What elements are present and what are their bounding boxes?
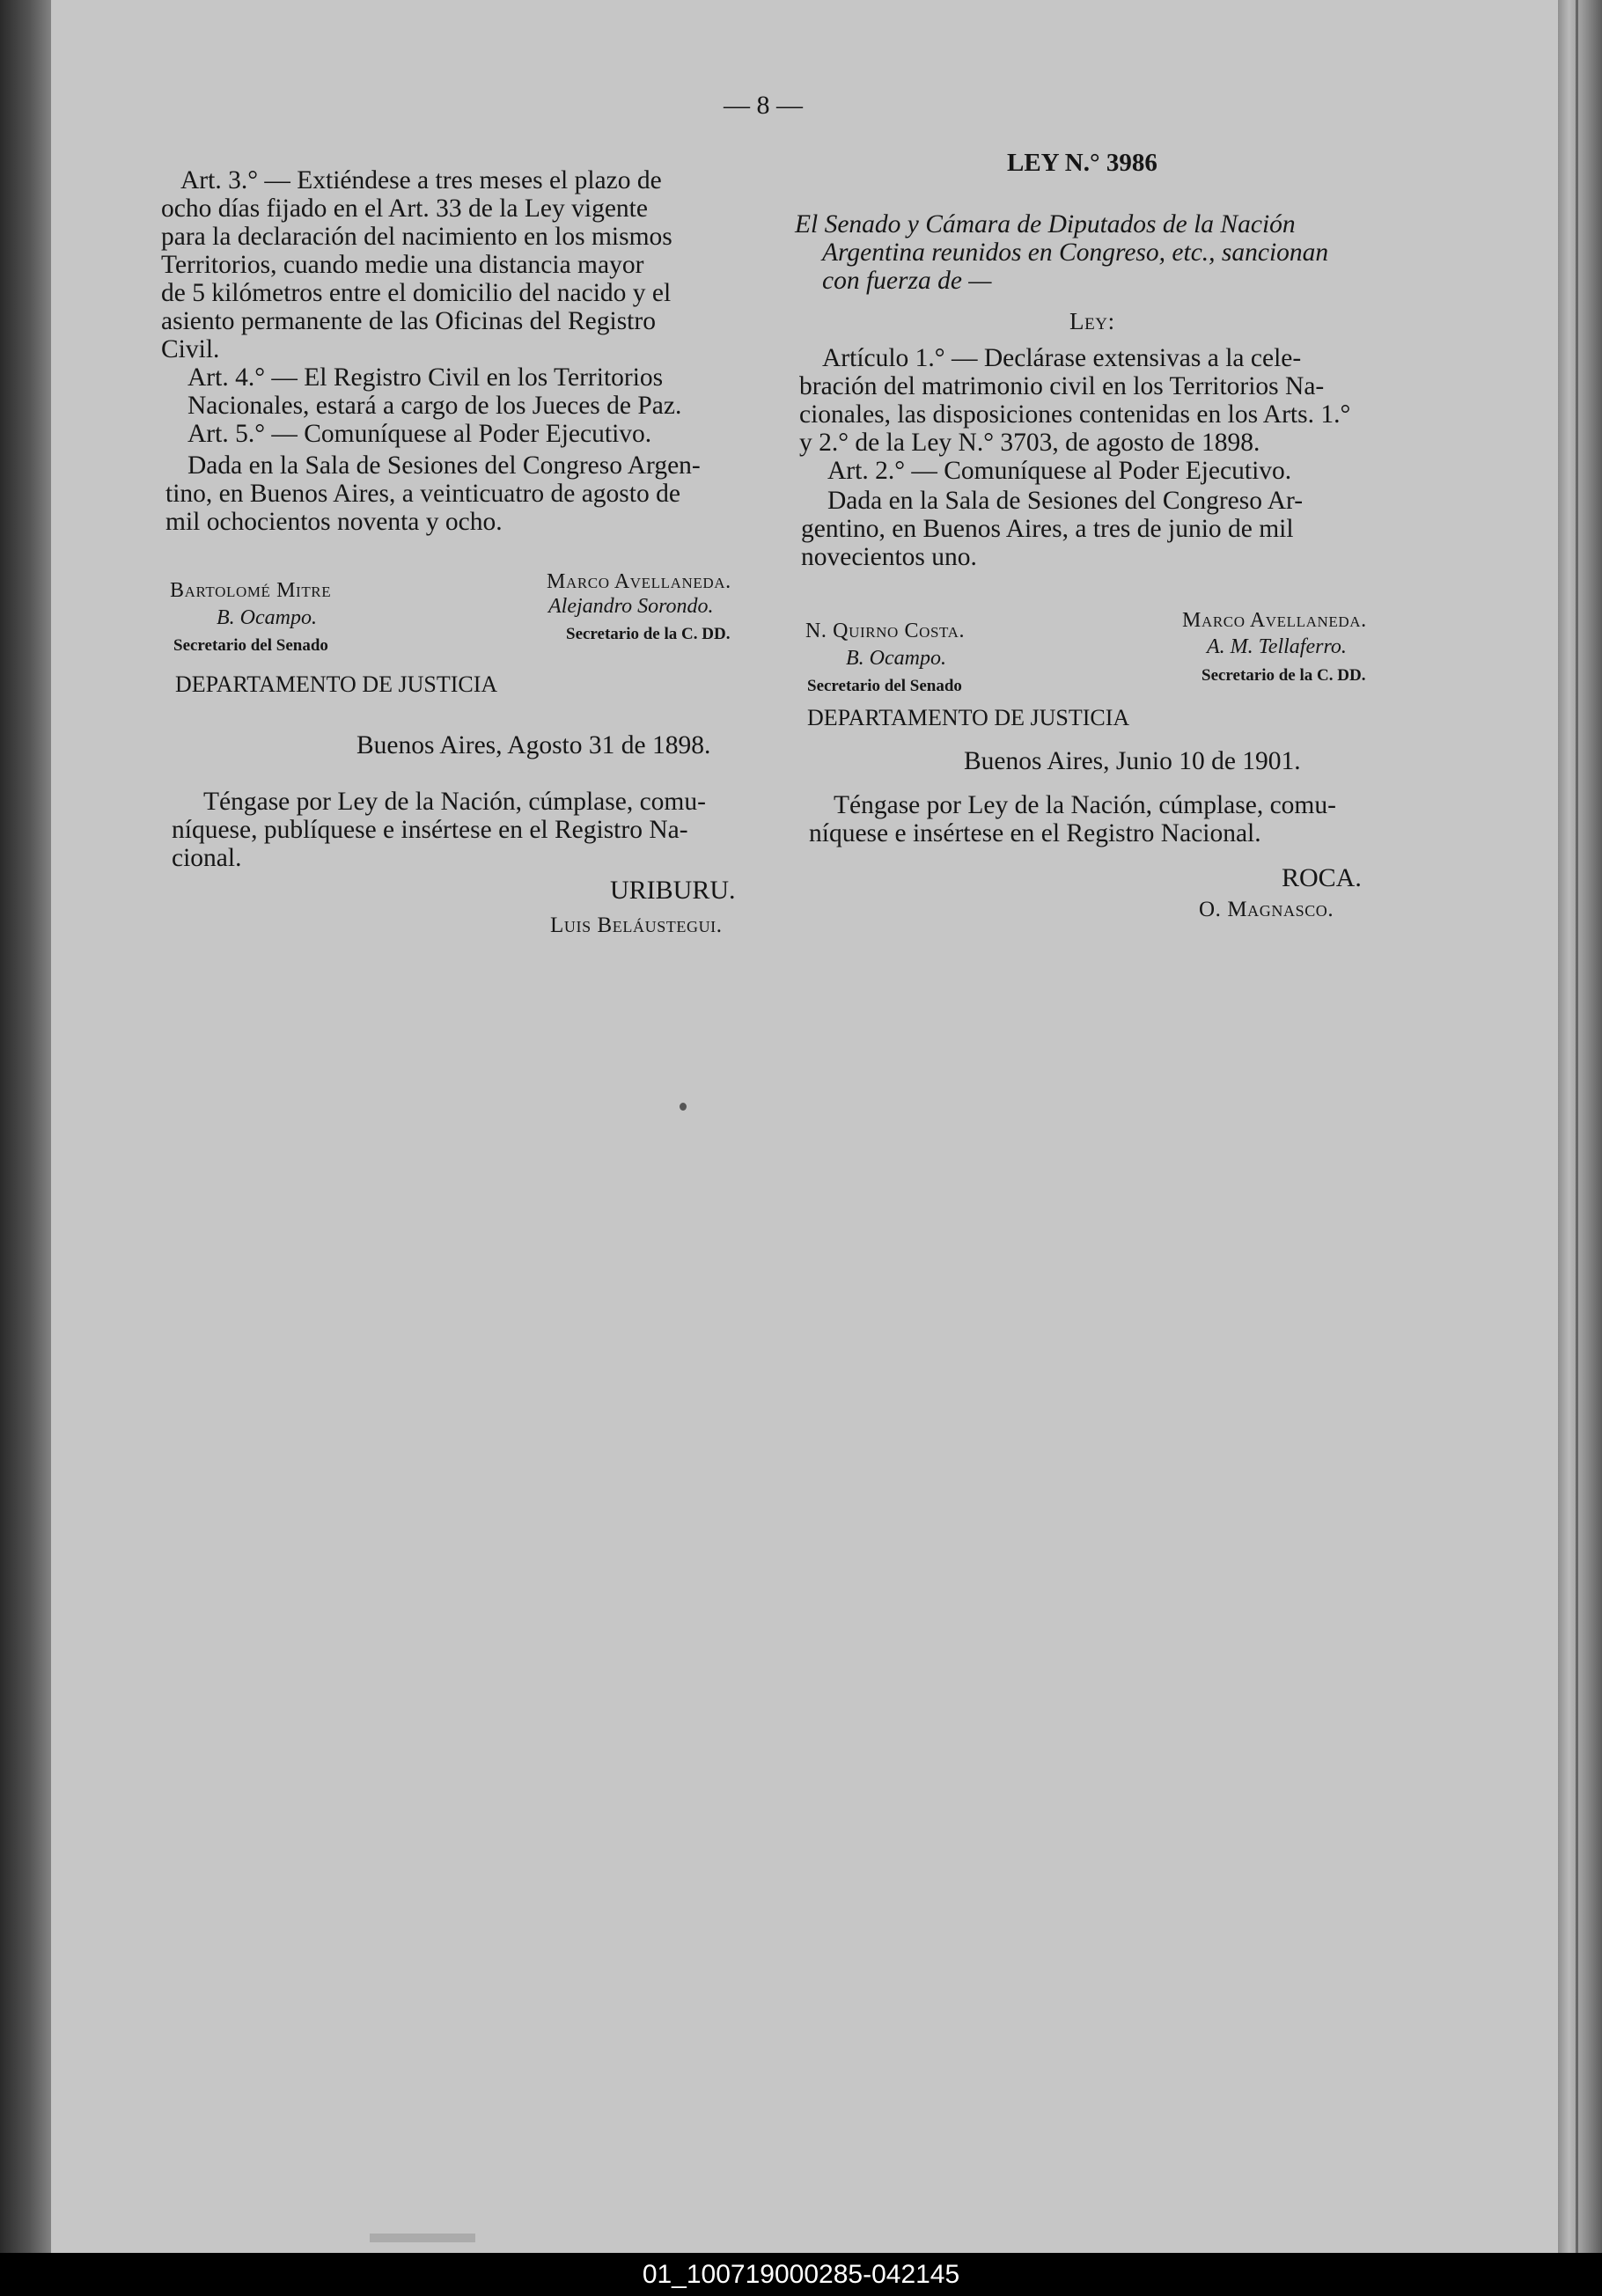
left-signature-role: Secretario del Senado (807, 677, 962, 695)
ink-spot (680, 1103, 687, 1111)
art3-line: de 5 kilómetros entre el domicilio del nacido y el (161, 279, 672, 307)
art4-line: Art. 4.° — El Registro Civil en los Territorios (187, 363, 664, 392)
art1-line: Artículo 1.° — Declárase extensivas a la cele- (822, 344, 1302, 372)
art1-line: y 2.° de la Ley N.° 3703, de agosto de 1898. (799, 429, 1260, 457)
signer-president: URIBURU. (610, 876, 736, 905)
decree-date: Buenos Aires, Agosto 31 de 1898. (356, 731, 711, 759)
ley-heading: Ley: (1069, 308, 1115, 334)
left-signature-name: Bartolomé Mitre (170, 579, 332, 602)
art3-line: Territorios, cuando medie una distancia mayor (161, 251, 644, 279)
tengase-line: Téngase por Ley de la Nación, cúmplase, comu- (203, 788, 706, 816)
left-signature-name: N. Quirno Costa. (805, 620, 966, 642)
right-signature-name: Marco Avellaneda. (1182, 609, 1367, 632)
right-signature-role: Secretario de la C. DD. (566, 625, 731, 643)
law-title: LEY N.° 3986 (1007, 149, 1157, 177)
signer-president: ROCA. (1282, 863, 1362, 892)
preamble-line: con fuerza de — (822, 267, 992, 295)
department-heading: DEPARTAMENTO DE JUSTICIA (175, 671, 498, 697)
scan-id-footer: 01_100719000285-042145 (0, 2253, 1602, 2296)
left-signature-secretary: B. Ocampo. (217, 606, 317, 629)
right-signature-role: Secretario de la C. DD. (1202, 666, 1366, 685)
art2-line: Art. 2.° — Comuníquese al Poder Ejecutivo. (827, 457, 1292, 485)
preamble-line: Argentina reunidos en Congreso, etc., sancionan (822, 238, 1329, 267)
tengase-line: níquese, publíquese e insértese en el Registro Na- (172, 816, 688, 844)
dada-line: tino, en Buenos Aires, a veinticuatro de agosto de (165, 480, 680, 508)
dada-line: mil ochocientos noventa y ocho. (165, 508, 503, 536)
right-signature-secretary: A. M. Tellaferro. (1207, 635, 1347, 658)
art5-line: Art. 5.° — Comuníquese al Poder Ejecutivo. (187, 420, 652, 448)
left-signature-secretary: B. Ocampo. (846, 647, 946, 670)
book-left-edge (0, 0, 55, 2253)
art3-line: Art. 3.° — Extiéndese a tres meses el plazo de (180, 166, 662, 194)
tengase-line: Téngase por Ley de la Nación, cúmplase, comu- (834, 791, 1336, 819)
dada-line: Dada en la Sala de Sesiones del Congreso Ar- (827, 487, 1304, 515)
book-spine (1558, 0, 1602, 2253)
art3-line: ocho días fijado en el Art. 33 de la Ley vigente (161, 194, 648, 223)
signer-minister: O. Magnasco. (1199, 898, 1334, 921)
preamble-line: El Senado y Cámara de Diputados de la Nación (795, 210, 1296, 238)
signer-minister: Luis Beláustegui. (550, 913, 723, 937)
department-heading: DEPARTAMENTO DE JUSTICIA (807, 705, 1130, 730)
art3-line: asiento permanente de las Oficinas del Registro (161, 307, 656, 335)
dada-line: gentino, en Buenos Aires, a tres de junio de mil (801, 515, 1294, 543)
art1-line: cionales, las disposiciones contenidas en los Arts. 1.° (799, 400, 1351, 429)
art3-line: Civil. (161, 335, 220, 363)
decree-date: Buenos Aires, Junio 10 de 1901. (964, 747, 1301, 775)
tengase-line: cional. (172, 844, 242, 872)
art4-line: Nacionales, estará a cargo de los Jueces de Paz. (187, 392, 682, 420)
dada-line: Dada en la Sala de Sesiones del Congreso Argen- (187, 451, 701, 480)
tengase-line: níquese e insértese en el Registro Nacional. (809, 819, 1261, 847)
scanned-page (51, 0, 1558, 2253)
right-signature-secretary: Alejandro Sorondo. (548, 595, 714, 618)
art1-line: bración del matrimonio civil en los Territorios Na- (799, 372, 1325, 400)
right-signature-name: Marco Avellaneda. (547, 570, 731, 593)
spine-stitching (1576, 0, 1578, 2253)
dada-line: novecientos uno. (801, 543, 977, 571)
page-number: — 8 — (724, 91, 803, 120)
art3-line: para la declaración del nacimiento en los mismos (161, 223, 672, 251)
bottom-smudge (370, 2234, 475, 2242)
left-signature-role: Secretario del Senado (173, 636, 328, 655)
